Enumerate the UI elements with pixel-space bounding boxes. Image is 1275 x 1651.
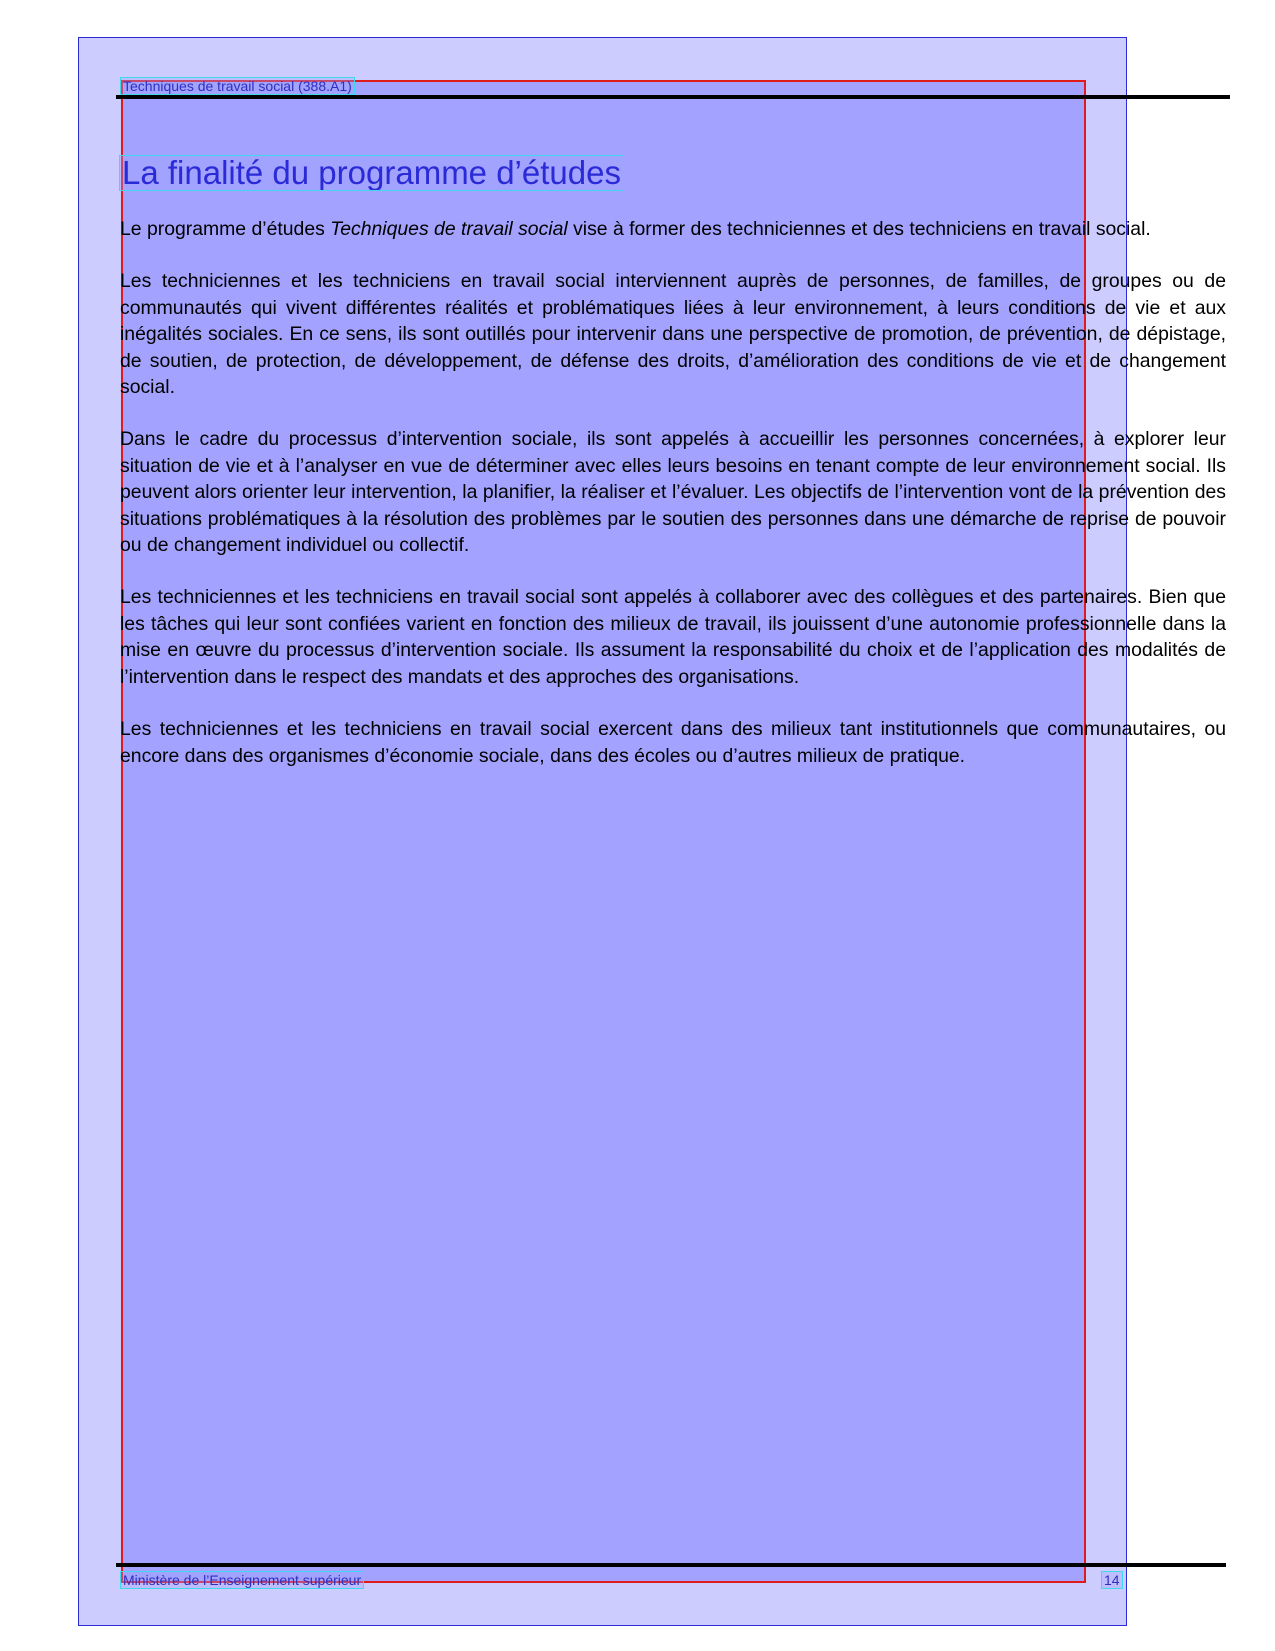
paragraph-5: Les techniciennes et les techniciens en travail social exercent dans des milieux tant institutionnels que communautaires, ou encore dans des organismes d’économie sociale, dans des écoles ou d’autres milieux de pratique.	[120, 718, 1226, 767]
paragraph-1-end: vise à former des techniciennes et des techniciens en travail social.	[567, 218, 1151, 240]
page-title: La finalité du programme d’études	[122, 154, 621, 191]
header-rule	[116, 95, 1230, 99]
paragraph-4: Les techniciennes et les techniciens en travail social sont appelés à collaborer avec des collègues et des partenaires. Bien que les tâches qui leur sont confiées varient en fonction des milieux de travail, ils jouissent d’une autonomie professionnelle dans la mise en œuvre du processus d’intervention sociale. Ils assument la responsabilité du choix et de l’application des modalités de l’intervention dans le respect des mandats et des approches des organisations.	[120, 586, 1226, 688]
paragraph-3: Dans le cadre du processus d’intervention sociale, ils sont appelés à accueillir les personnes concernées, à explorer leur situation de vie et à l’analyser en vue de déterminer avec elles leurs besoins en tenant compte de leur environnement social. Ils peuvent alors orienter leur intervention, la planifier, la réaliser et l’évaluer. Les objectifs de l’intervention vont de la prévention des situations problématiques à la résolution des problèmes par le soutien des personnes dans une démarche de reprise de pouvoir ou de changement individuel ou collectif.	[120, 428, 1226, 557]
program-name: Techniques de travail social	[330, 218, 568, 240]
footer-organization: Ministère de l’Enseignement supérieur	[123, 1572, 362, 1588]
paragraph-1-start: Le programme d’études	[120, 218, 331, 240]
page-number: 14	[1104, 1572, 1120, 1588]
body-text	[120, 216, 1226, 795]
paragraph-1	[120, 216, 1226, 242]
running-header: Techniques de travail social (388.A1)	[123, 78, 352, 94]
paragraph-2: Les techniciennes et les techniciens en travail social interviennent auprès de personnes, de familles, de groupes ou de communautés qui vivent différentes réalités et problématiques liées à leur environnement, à leurs conditions de vie et aux inégalités sociales. En ce sens, ils sont outillés pour intervenir dans une perspective de promotion, de prévention, de dépistage, de soutien, de protection, de développement, de défense des droits, d’amélioration des conditions de vie et de changement social.	[120, 270, 1226, 399]
footer-rule	[116, 1563, 1226, 1567]
